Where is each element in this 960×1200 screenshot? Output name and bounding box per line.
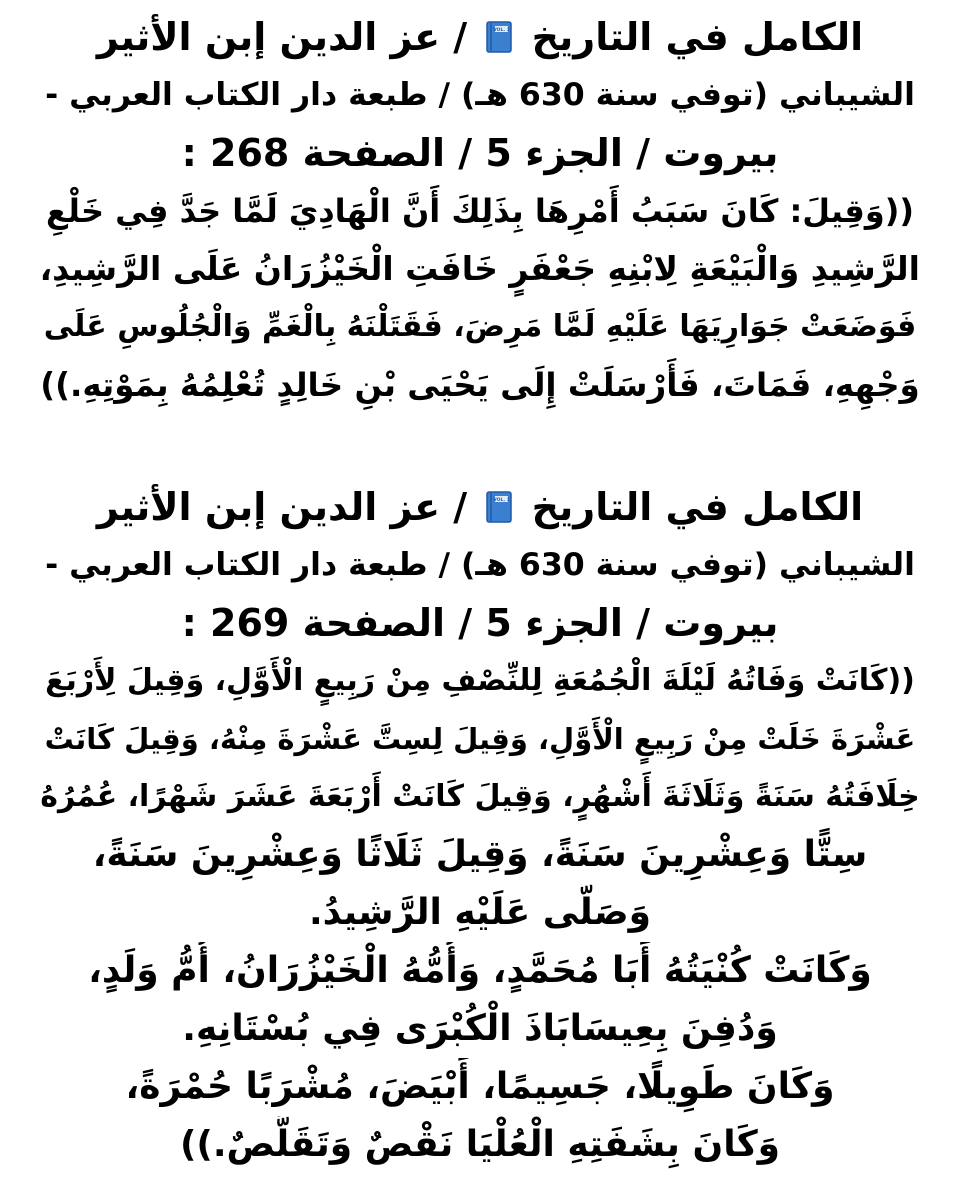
svg-text:VOL. 1: VOL. 1 — [493, 497, 511, 503]
quote-line: سِتًّا وَعِشْرِينَ سَنَةً، وَقِيلَ ثَلَاثًا وَعِشْرِينَ سَنَةً، — [92, 834, 868, 875]
quote-line: وَصَلَّى عَلَيْهِ الرَّشِيدُ. — [309, 892, 651, 933]
quote-text-2 — [40, 652, 920, 1174]
svg-text:VOL. 1: VOL. 1 — [493, 27, 511, 33]
book-author: / عز الدين إبن الأثير — [96, 15, 468, 59]
quote-text-1 — [40, 182, 920, 414]
quote-line: وَجْهِهِ، فَمَاتَ، فَأَرْسَلَتْ إِلَى يَحْيَى بْنِ خَالِدٍ تُعْلِمُهُ بِمَوْتِهِ.)) — [40, 366, 920, 404]
quote-line: خِلَافَتُهُ سَنَةً وَثَلَاثَةَ أَشْهُرٍ، وَقِيلَ كَانَتْ أَرْبَعَةَ عَشَرَ شَهْرًا، عُمُرُهُ — [40, 779, 920, 814]
citation-header-line-1 — [40, 478, 920, 536]
citation-header-line-1 — [40, 8, 920, 66]
quote-line: وَكَانَتْ كُنْيَتُهُ أَبَا مُحَمَّدٍ، وَأُمُّهُ الْخَيْزُرَانُ، أُمُّ وَلَدٍ، — [88, 950, 872, 991]
quote-line: ((وَقِيلَ: كَانَ سَبَبُ أَمْرِهَا بِذَلِكَ أَنَّ الْهَادِيَ لَمَّا جَدَّ فِي خَلْعِ — [46, 192, 914, 230]
quote-line: الرَّشِيدِ وَالْبَيْعَةِ لِابْنِهِ جَعْفَرٍ خَافَتِ الْخَيْزُرَانُ عَلَى الرَّشِيدِ، — [40, 249, 920, 288]
book-author: / عز الدين إبن الأثير — [96, 485, 468, 529]
book-title: الكامل في التاريخ — [531, 15, 864, 59]
citation-block-1 — [40, 8, 920, 414]
book-title: الكامل في التاريخ — [531, 485, 864, 529]
quote-line: فَوَضَعَتْ جَوَارِيَهَا عَلَيْهِ لَمَّا مَرِضَ، فَقَتَلْنَهُ بِالْغَمِّ وَالْجُلُوسِ عَلَى — [43, 309, 917, 344]
citation-block-2 — [40, 478, 920, 1174]
blue-book-icon — [486, 491, 512, 523]
quote-line: عَشْرَةَ خَلَتْ مِنْ رَبِيعٍ الْأَوَّلِ، وَقِيلَ لِسِتَّ عَشْرَةَ مِنْهُ، وَقِيلَ كَانَتْ — [44, 722, 916, 756]
citation-header-line-2: الشيباني (توفي سنة 630 هـ) / طبعة دار الكتاب العربي - — [45, 547, 915, 583]
quote-line: وَكَانَ طَوِيلًا، جَسِيمًا، أَبْيَضَ، مُشْرَبًا حُمْرَةً، — [125, 1066, 835, 1107]
quote-line: ((كَانَتْ وَفَاتُهُ لَيْلَةَ الْجُمُعَةِ لِلنِّصْفِ مِنْ رَبِيعٍ الْأَوَّلِ، وَقِيلَ لِأَرْبَعَ — [45, 663, 915, 698]
citation-header-line-2: الشيباني (توفي سنة 630 هـ) / طبعة دار الكتاب العربي - — [45, 77, 915, 113]
quote-line: وَدُفِنَ بِعِيسَابَاذَ الْكُبْرَى فِي بُسْتَانِهِ. — [182, 1008, 778, 1049]
citation-header-line-3: بيروت / الجزء 5 / الصفحة 269 : — [181, 601, 779, 645]
blue-book-icon — [486, 21, 512, 53]
quote-line: وَكَانَ بِشَفَتِهِ الْعُلْيَا نَقْصٌ وَتَقَلُّصٌ.)) — [179, 1124, 781, 1165]
citation-header-line-3: بيروت / الجزء 5 / الصفحة 268 : — [181, 131, 779, 175]
